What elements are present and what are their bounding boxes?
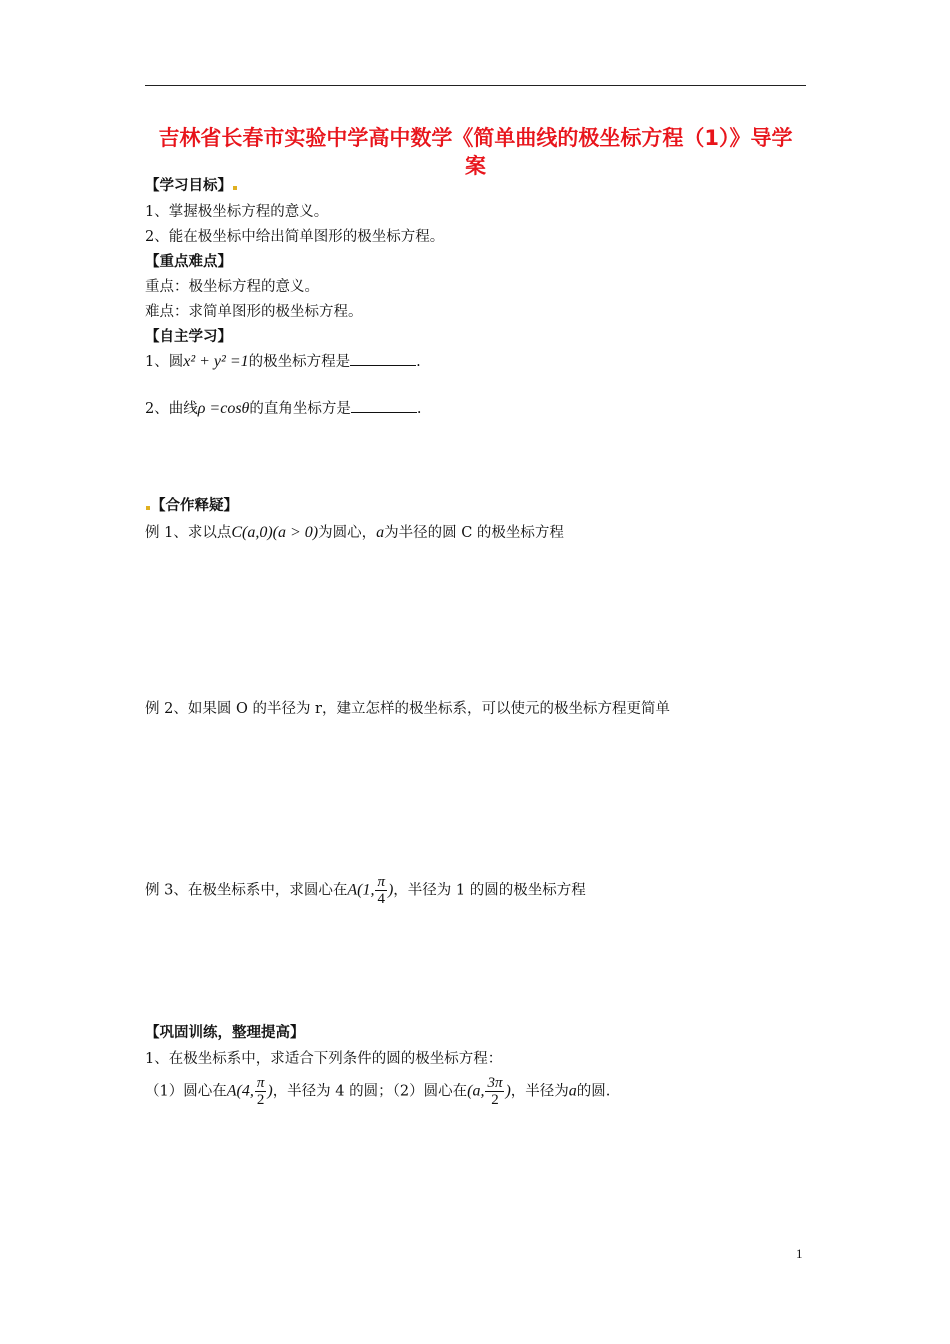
answer-blank-1[interactable] — [350, 351, 416, 366]
self-study-question-1: 1、圆x² + y² =1的极坐标方程是 . — [145, 353, 421, 370]
example-3: 例 3、在极坐标系中，求圆心在A(1, $\frac{\pi}{4}$ )，半径为 1 的圆的极坐标方程 — [145, 874, 586, 907]
fraction-3pi-over-2: $\frac{3\pi}{2}$ — [487, 1075, 503, 1108]
example-1: 例 1、求以点C(a,0)(a > 0)为圆心，a为半径的圆 C 的极坐标方程 — [145, 524, 564, 541]
keypoint-text: 重点：极坐标方程的意义。 — [145, 279, 319, 295]
circle-equation: x² + y² =1 — [183, 353, 249, 370]
fraction-pi-over-2: $\frac{\pi}{2}$ — [256, 1075, 265, 1108]
keypoints-heading: 【重点难点】 — [145, 254, 232, 270]
mark-dot — [146, 506, 150, 510]
self-study-question-2: 2、曲线ρ =cosθ的直角坐标方是 . — [145, 400, 422, 417]
fraction-pi-over-4: $\frac{\pi}{4}$ — [377, 874, 385, 907]
goals-heading: 【学习目标】 — [145, 176, 238, 196]
title-line-1: 吉林省长春市实验中学高中数学《简单曲线的极坐标方程（1）》导学 — [158, 126, 793, 150]
difficulty-text: 难点：求简单图形的极坐标方程。 — [145, 304, 363, 320]
document-title — [145, 124, 806, 180]
title-line-2: 案 — [465, 154, 486, 178]
cooperation-heading: 【合作释疑】 — [145, 496, 238, 516]
self-study-heading: 【自主学习】 — [145, 329, 232, 345]
page-number: 1 — [796, 1246, 803, 1261]
mark-dot — [233, 186, 237, 190]
example-2: 例 2、如果圆 O 的半径为 r，建立怎样的极坐标系，可以使元的极坐标方程更简单 — [145, 701, 670, 717]
practice-heading: 【巩固训练，整理提高】 — [145, 1025, 305, 1041]
practice-subquestions: （1）圆心在A(4, $\frac{\pi}{2}$ )，半径为 4 的圆；（2）圆心在(a, $\frac{3\pi}{2}$ )，半径为a的圆. — [145, 1075, 611, 1108]
goals-item-1: 1、掌握极坐标方程的意义。 — [145, 204, 329, 220]
polar-curve-equation: ρ =cosθ — [197, 400, 250, 417]
header-rule — [145, 85, 806, 86]
goals-item-2: 2、能在极坐标中给出简单图形的极坐标方程。 — [145, 229, 445, 245]
practice-question-1: 1、在极坐标系中，求适合下列条件的圆的极坐标方程： — [145, 1051, 503, 1067]
answer-blank-2[interactable] — [351, 398, 417, 413]
